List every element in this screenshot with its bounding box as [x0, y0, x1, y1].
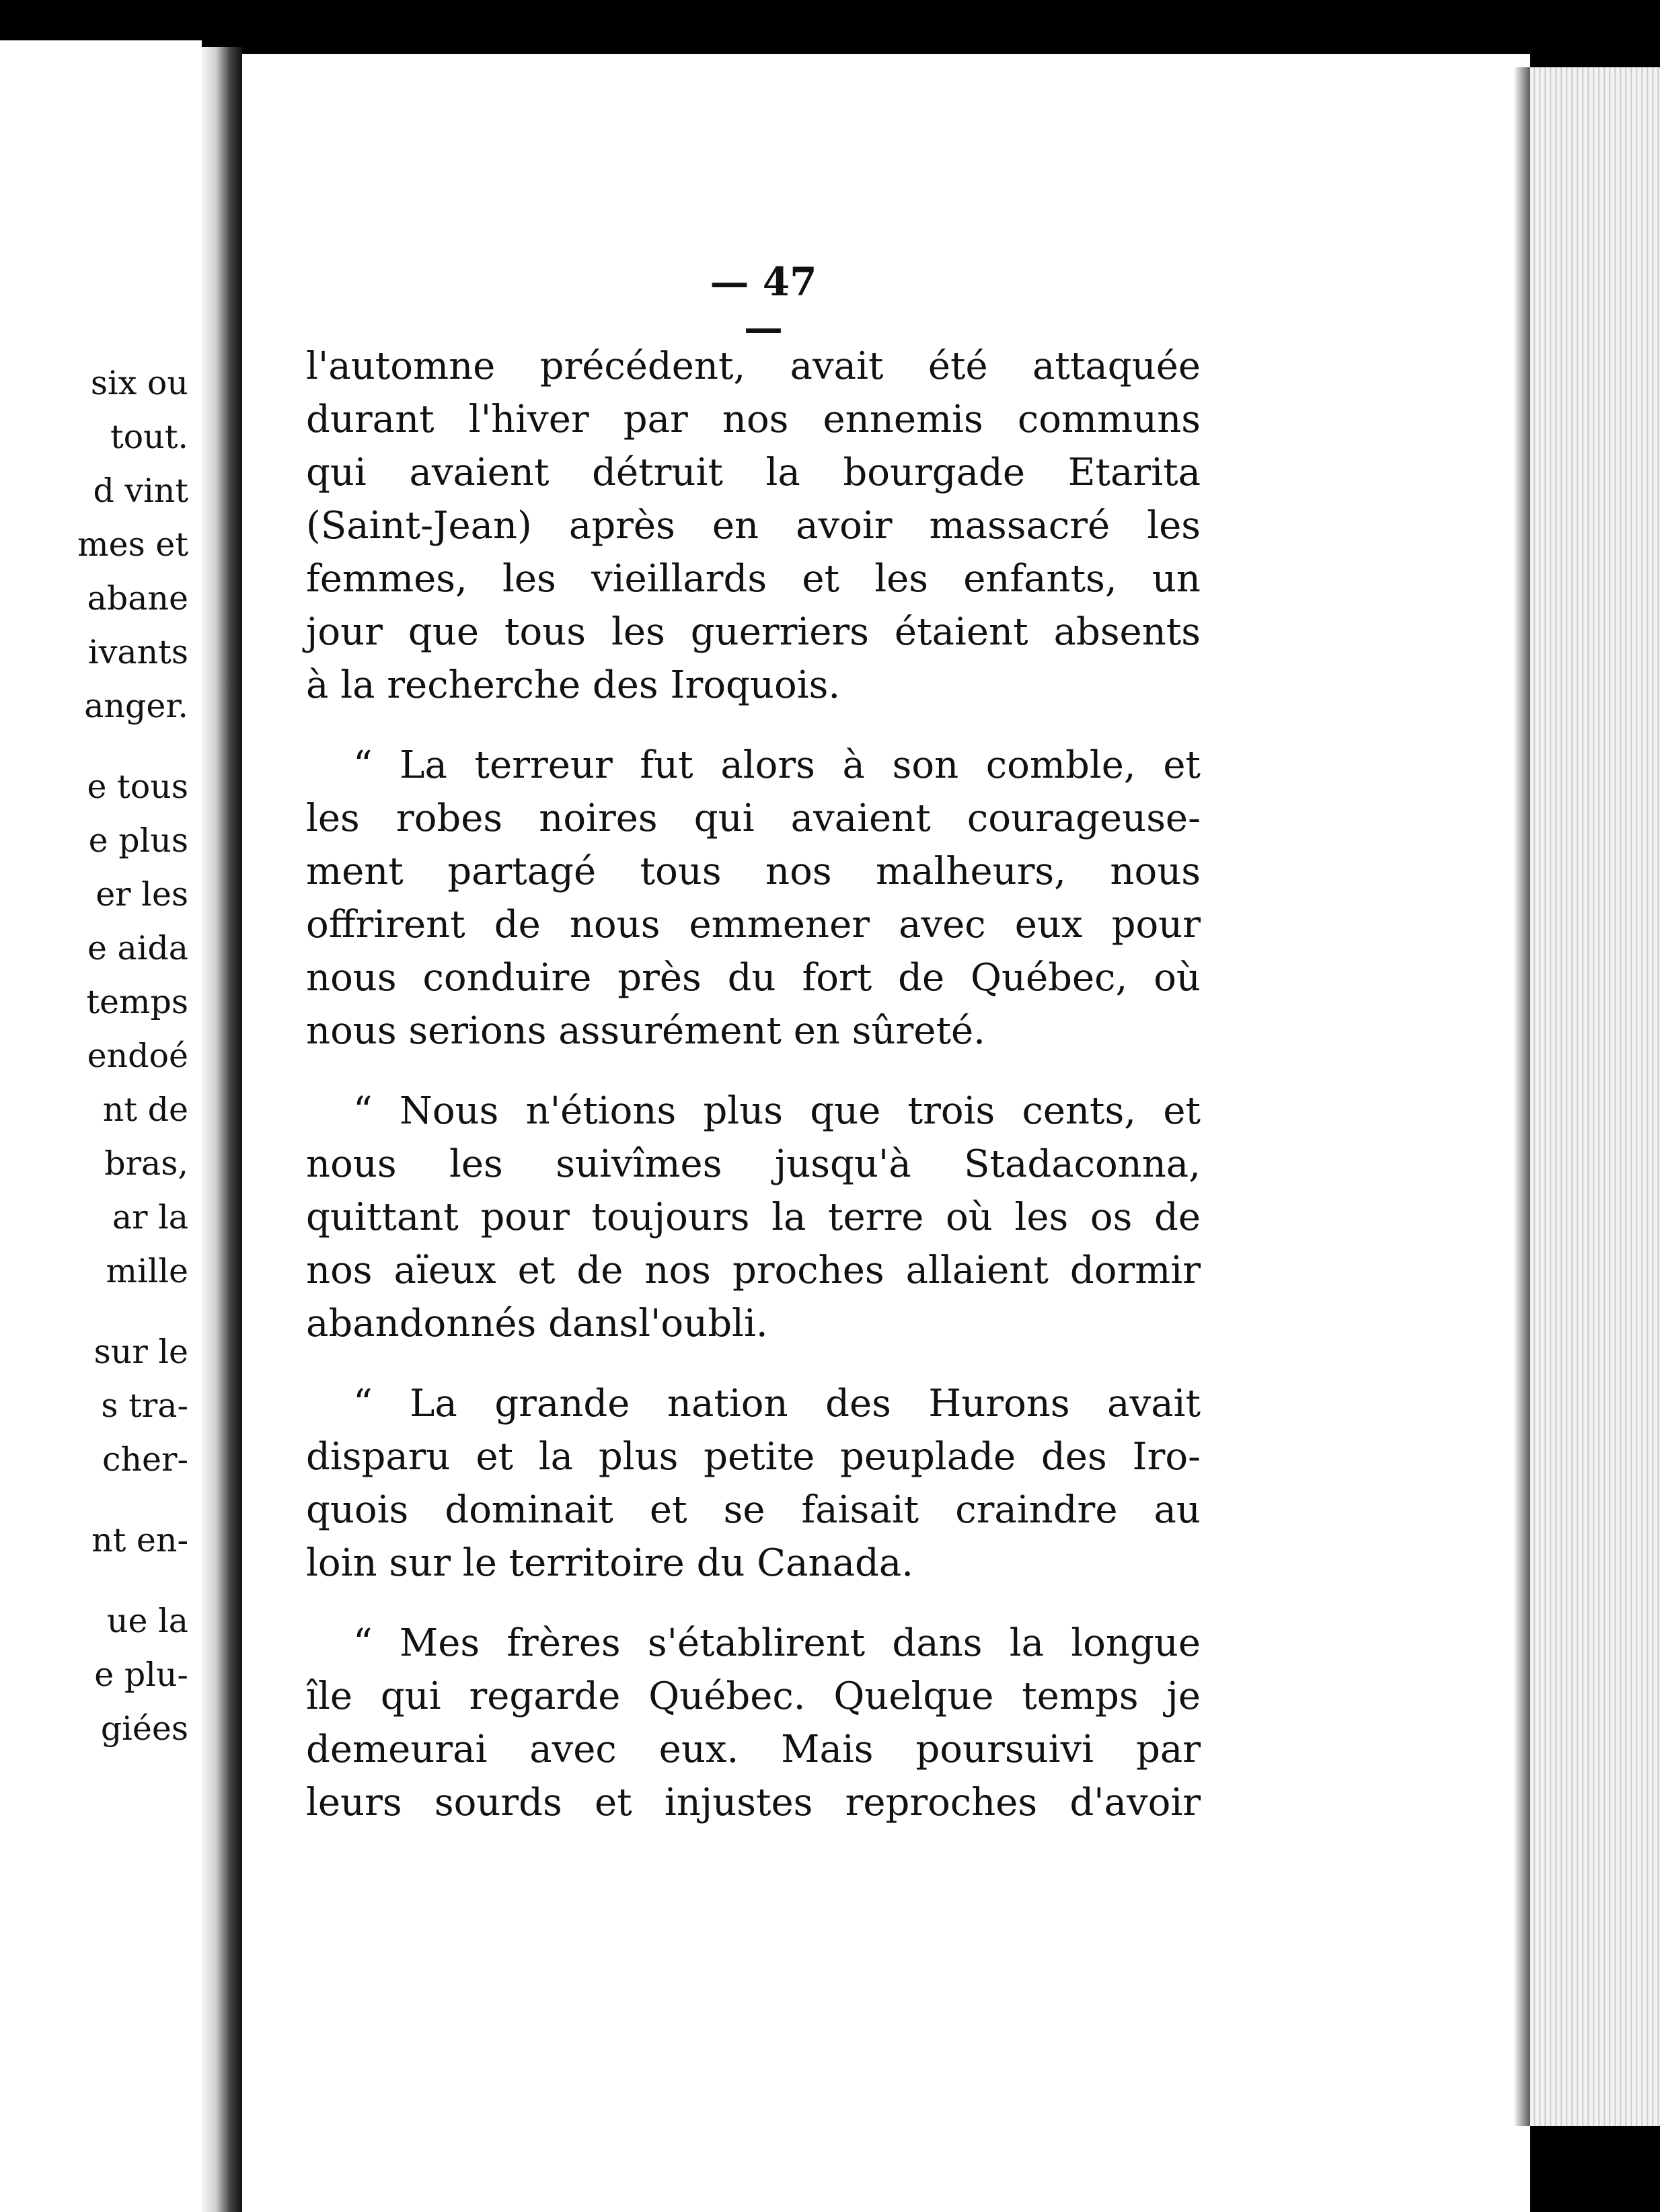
left-fragment-line: ivants	[88, 633, 188, 671]
text-line: “ Nous n'étions plus que trois cents, et	[353, 1089, 1201, 1133]
left-fragment-gap	[13, 733, 188, 760]
text-line: “ La grande nation des Hurons avait	[353, 1382, 1201, 1426]
text-line: île qui regarde Québec. Quelque temps je	[306, 1674, 1201, 1718]
left-fragment-gap	[13, 1487, 188, 1514]
book-gutter	[202, 47, 242, 2212]
left-fragment-line: bras,	[104, 1144, 188, 1183]
left-fragment-line: endoé	[87, 1037, 188, 1075]
left-fragment-gap	[13, 1568, 188, 1594]
left-fragment-line: abane	[87, 579, 188, 618]
text-line: (Saint-Jean) après en avoir massacré les	[306, 504, 1201, 548]
paragraph	[306, 1617, 1201, 1829]
left-fragment-line: mes et	[77, 525, 188, 564]
left-fragment-line: s tra-	[101, 1387, 188, 1425]
text-line: nous les suivîmes jusqu'à Stadaconna,	[306, 1142, 1201, 1186]
left-fragment-line: cher-	[102, 1440, 188, 1479]
paragraph	[306, 340, 1201, 712]
left-fragment-gap	[13, 1298, 188, 1325]
paragraph	[306, 1084, 1201, 1350]
text-line: l'automne précédent, avait été attaquée	[306, 344, 1201, 388]
text-line: jour que tous les guerriers étaient absents	[306, 610, 1201, 654]
left-fragment-line: e plus	[88, 821, 188, 860]
page-body-text	[306, 340, 1201, 1856]
text-line: qui avaient détruit la bourgade Etarita	[306, 451, 1201, 494]
text-line: disparu et la plus petite peuplade des Iro-	[306, 1435, 1201, 1479]
left-page-text-fragments	[13, 357, 188, 1756]
text-line: “ La terreur fut alors à son comble, et	[353, 743, 1201, 787]
text-line: leurs sourds et injustes reproches d'avoir	[306, 1781, 1201, 1824]
left-fragment-line: e aida	[87, 929, 188, 967]
text-line: nous conduire près du fort de Québec, où	[306, 956, 1201, 1000]
text-line: abandonnés dansl'oubli.	[306, 1302, 768, 1345]
text-line: “ Mes frères s'établirent dans la longue	[353, 1621, 1201, 1665]
page-block-edges	[1530, 67, 1660, 2126]
page-number: — 47 —	[710, 259, 817, 351]
text-line: offrirent de nous emmener avec eux pour	[306, 903, 1201, 947]
left-fragment-line: sur le	[93, 1333, 188, 1371]
text-line: quois dominait et se faisait craindre au	[306, 1488, 1201, 1532]
left-fragment-line: ar la	[112, 1198, 188, 1237]
left-fragment-line: tout.	[110, 418, 188, 456]
text-line: femmes, les vieillards et les enfants, un	[306, 557, 1201, 601]
left-fragment-line: er les	[96, 875, 188, 914]
paragraph	[306, 1377, 1201, 1590]
left-fragment-line: e tous	[87, 768, 188, 806]
text-line: demeurai avec eux. Mais poursuivi par	[306, 1728, 1201, 1771]
left-fragment-line: nt de	[102, 1091, 188, 1129]
text-line: ment partagé tous nos malheurs, nous	[306, 850, 1201, 893]
text-line: les robes noires qui avaient courageuse-	[306, 797, 1201, 840]
left-fragment-line: giées	[100, 1709, 188, 1748]
text-line: à la recherche des Iroquois.	[306, 663, 841, 707]
left-fragment-line: anger.	[84, 687, 188, 725]
left-facing-page	[0, 40, 202, 2212]
paragraph	[306, 739, 1201, 1058]
left-fragment-line: e plu-	[94, 1656, 188, 1694]
text-line: durant l'hiver par nos ennemis communs	[306, 398, 1201, 441]
left-fragment-line: temps	[86, 983, 188, 1021]
left-fragment-line: nt en-	[91, 1521, 188, 1559]
left-fragment-line: six ou	[90, 364, 188, 402]
left-fragment-line: mille	[106, 1252, 188, 1290]
left-fragment-line: ue la	[106, 1602, 188, 1640]
text-line: quittant pour toujours la terre où les os de	[306, 1195, 1201, 1239]
text-line: nous serions assurément en sûreté.	[306, 1009, 985, 1053]
text-line: loin sur le territoire du Canada.	[306, 1541, 913, 1585]
text-line: nos aïeux et de nos proches allaient dormir	[306, 1249, 1201, 1292]
left-fragment-line: d vint	[93, 472, 188, 510]
